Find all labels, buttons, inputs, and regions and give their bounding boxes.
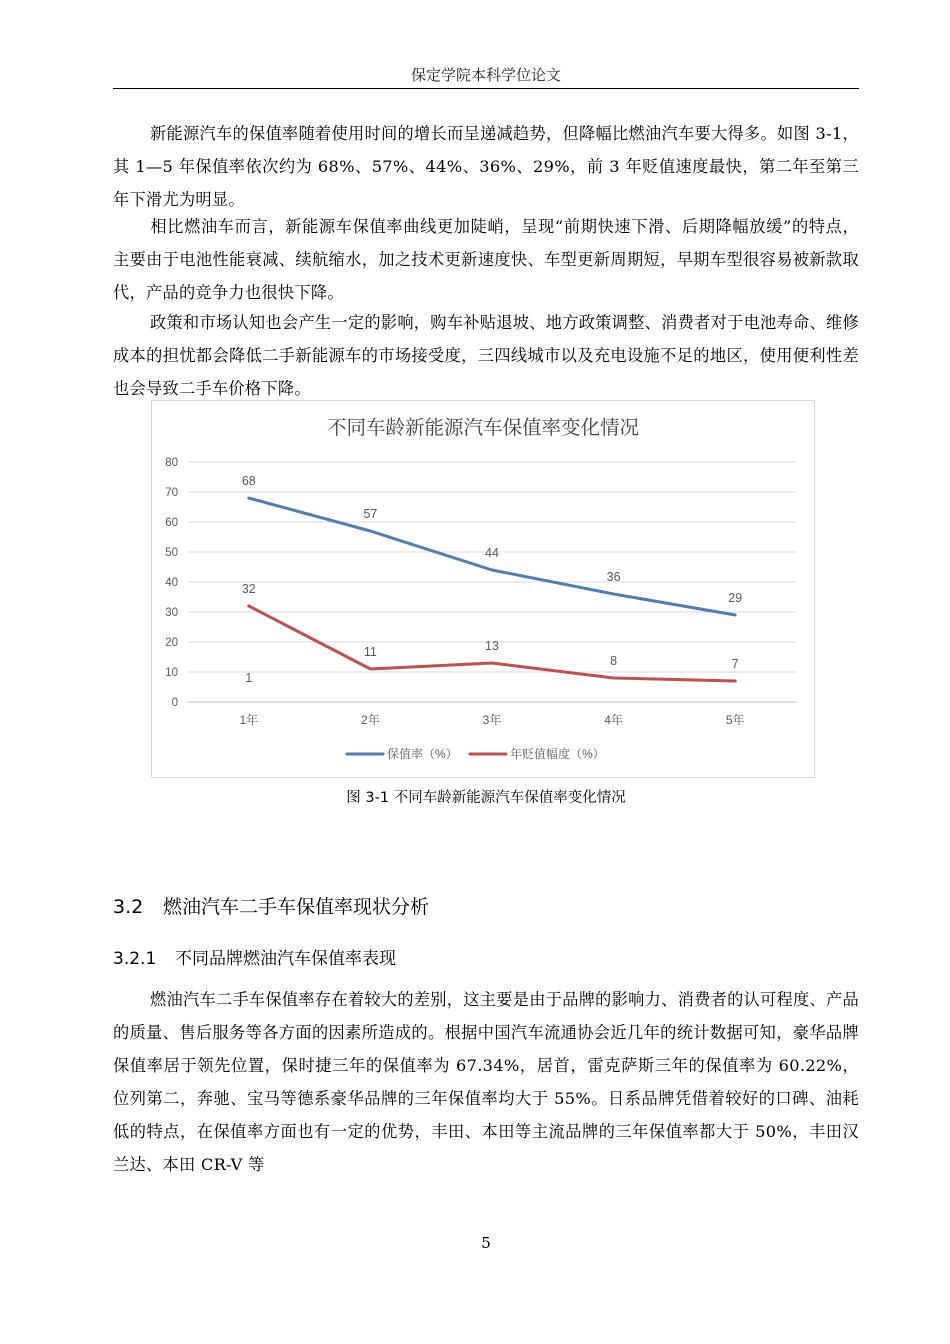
subsection-heading (113, 944, 396, 969)
data-label-s1-1: 68 (241, 474, 256, 488)
paragraph-3 (113, 306, 859, 405)
paragraph-3-text: 政策和市场认知也会产生一定的影响，购车补贴退坡、地方政策调整、消费者对于电池寿命、维修成本的担忧都会降低二手新能源车的市场接受度，三四线城市以及充电设施不足的地区，使用便利性差也会导致二手车价格下降。 (113, 313, 859, 398)
page-number: 5 (481, 1234, 491, 1252)
figure-caption: 图 3-1 不同车龄新能源汽车保值率变化情况 (346, 790, 626, 806)
x-tick-label-4: 4年 (604, 713, 623, 727)
legend-label-2: 年贬值幅度（%） (510, 747, 605, 761)
subsection-number: 3.2.1 (113, 949, 157, 969)
running-header: 保定学院本科学位论文 (410, 66, 561, 84)
paragraph-1 (113, 117, 859, 216)
legend-label-1: 保值率（%） (387, 747, 458, 761)
x-tick-label-3: 3年 (482, 713, 502, 727)
paragraph-2 (113, 210, 859, 309)
data-label-s2-3: 13 (485, 639, 499, 653)
data-label-s1-2: 57 (363, 507, 378, 521)
x-tick-label-2: 2年 (361, 713, 380, 727)
annotation-1: 1 (245, 671, 253, 685)
y-tick-label-80: 80 (165, 457, 178, 469)
retention-rate-chart (151, 400, 815, 778)
data-label-s1-3: 44 (485, 546, 499, 560)
data-label-s1-5: 29 (728, 591, 743, 605)
y-tick-label-70: 70 (165, 487, 178, 499)
data-label-s1-4: 36 (606, 570, 621, 584)
y-tick-label-0: 0 (171, 697, 178, 709)
subsection-title: 不同品牌燃油汽车保值率表现 (175, 949, 396, 969)
chart-title: 不同车龄新能源汽车保值率变化情况 (326, 417, 640, 439)
section-title: 燃油汽车二手车保值率现状分析 (163, 896, 430, 918)
paragraph-4-text: 燃油汽车二手车保值率存在着较大的差别，这主要是由于品牌的影响力、消费者的认可程度、产品的质量、售后服务等各方面的因素所造成的。根据中国汽车流通协会近几年的统计数据可知，豪华品牌保值率居于领先位置，保时捷三年的保值率为 67.34%，居首，雷克萨斯三年的保值率为 60.22%，位列第二，奔驰、宝马等德系豪华品牌的三年保值率均大于 55%。日系品牌凭借着较好的口碑、油耗低的特点，在保值率方面也有一定的优势，丰田、本田等主流品牌的三年保值率都大于 50%，丰田汉兰达、本田 CR-V 等 (113, 990, 859, 1174)
y-tick-label-60: 60 (165, 517, 178, 529)
data-label-s2-2: 11 (363, 645, 377, 659)
x-tick-label-1: 1年 (239, 713, 259, 727)
paragraph-1-text: 新能源汽车的保值率随着使用时间的增长而呈递减趋势，但降幅比燃油汽车要大得多。如图 3-1，其 1—5 年保值率依次约为 68%、57%、44%、36%、29%，前 3 年贬值速度最快，第二年至第三年下滑尤为明显。 (113, 124, 859, 209)
paragraph-2-text: 相比燃油车而言，新能源车保值率曲线更加陡峭，呈现“前期快速下滑、后期降幅放缓”的特点，主要由于电池性能衰减、续航缩水，加之技术更新速度快、车型更新周期短，早期车型很容易被新款取代，产品的竞争力也很快下降。 (113, 217, 859, 302)
y-tick-label-10: 10 (165, 667, 178, 679)
data-label-s2-1: 32 (241, 582, 256, 596)
y-tick-label-30: 30 (165, 607, 178, 619)
chart-canvas (152, 401, 814, 777)
section-heading (113, 892, 429, 919)
section-number: 3.2 (113, 896, 144, 918)
y-tick-label-40: 40 (165, 577, 178, 589)
y-tick-label-20: 20 (165, 637, 178, 649)
header-rule (113, 88, 859, 89)
y-tick-label-50: 50 (165, 547, 178, 559)
x-tick-label-5: 5年 (725, 713, 745, 727)
paragraph-4 (113, 983, 859, 1181)
data-label-s2-5: 7 (731, 657, 739, 671)
data-label-s2-4: 8 (610, 654, 618, 668)
